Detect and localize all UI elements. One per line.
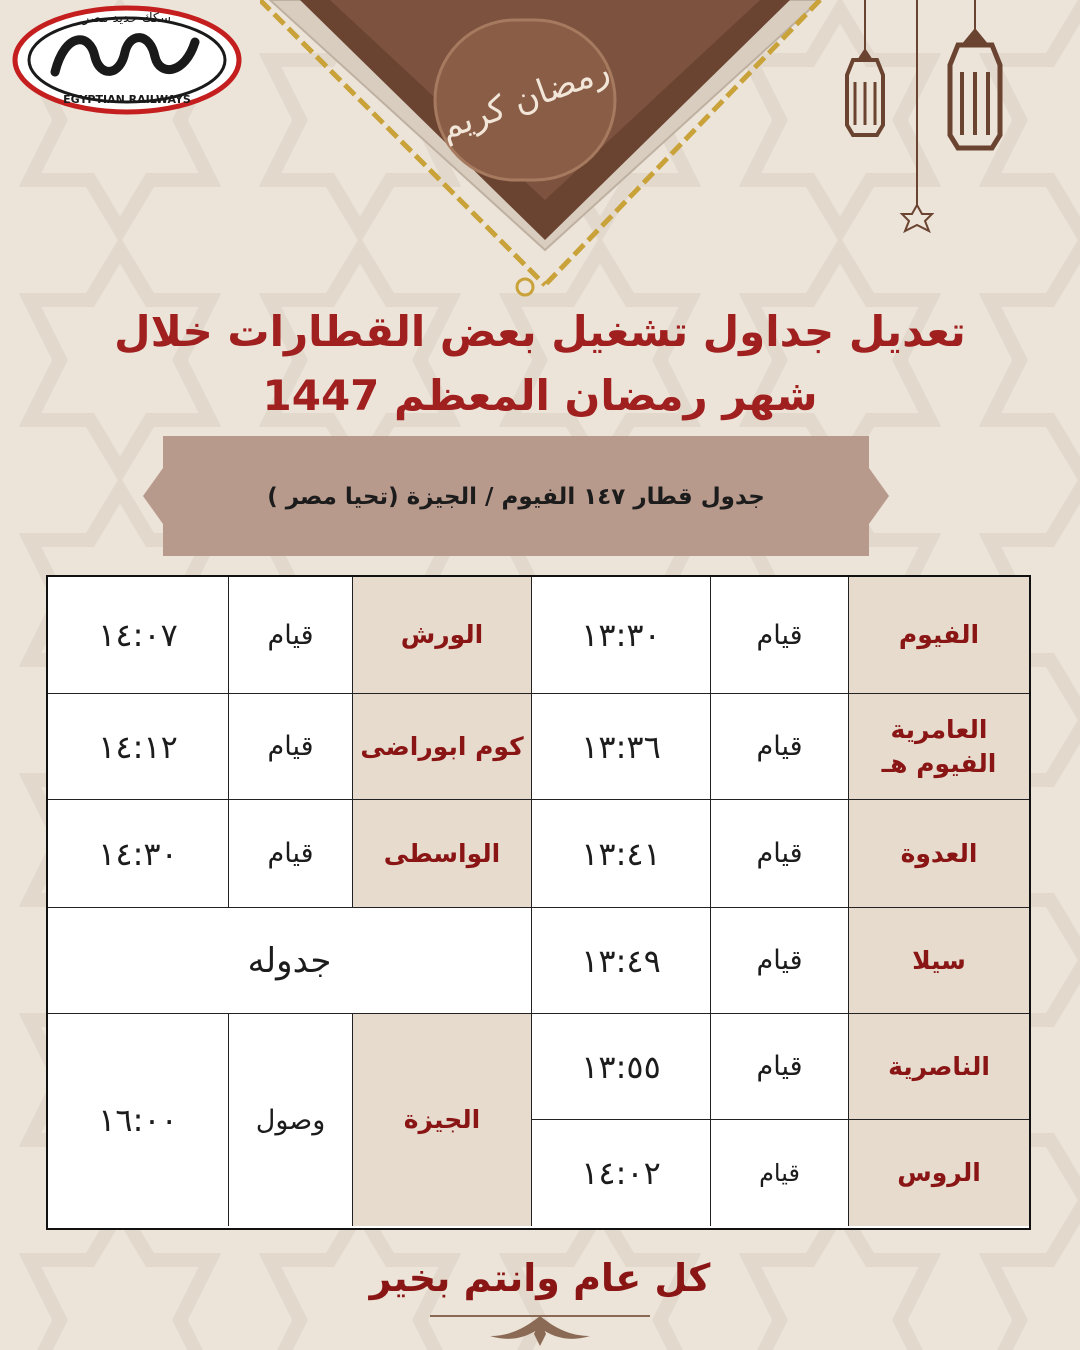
station-cell: العامرية الفيوم هـ	[849, 694, 1029, 800]
station-cell: الناصرية	[849, 1014, 1029, 1120]
bottom-ornament	[430, 1306, 650, 1350]
greeting-text: كل عام وانتم بخير	[369, 1256, 711, 1300]
egyptian-railways-logo	[10, 2, 244, 120]
time-cell: ١٤:٠٢	[532, 1120, 711, 1226]
station-cell: الروس	[849, 1120, 1029, 1226]
station-cell: العدوة	[849, 800, 1029, 908]
action-cell: قيام	[229, 694, 353, 800]
page-title	[90, 300, 990, 428]
station-cell: الفيوم	[849, 577, 1029, 694]
station-cell: الجيزة	[353, 1014, 532, 1226]
title-line-1: تعديل جداول تشغيل بعض القطارات خلال	[114, 307, 966, 356]
station-cell: الواسطى	[353, 800, 532, 908]
ramadan-banner	[260, 0, 830, 300]
action-cell: قيام	[711, 1120, 849, 1226]
time-cell: ١٦:٠٠	[48, 1014, 229, 1226]
action-cell: قيام	[711, 577, 849, 694]
title-line-2: شهر رمضان المعظم 1447	[262, 371, 818, 420]
hanging-lanterns	[835, 0, 1035, 260]
time-cell: ١٣:٤١	[532, 800, 711, 908]
train-subtitle: جدول قطار ١٤٧ الفيوم / الجيزة (تحيا مصر )	[267, 484, 765, 510]
time-cell: ١٣:٤٩	[532, 908, 711, 1014]
action-cell: قيام	[711, 694, 849, 800]
time-cell: ١٤:٠٧	[48, 577, 229, 694]
action-cell: قيام	[711, 908, 849, 1014]
cancelled-cell: جدوله	[48, 908, 532, 1014]
action-cell: قيام	[711, 1014, 849, 1120]
station-cell: كوم ابوراضى	[353, 694, 532, 800]
station-cell: الورش	[353, 577, 532, 694]
time-cell: ١٤:١٢	[48, 694, 229, 800]
schedule-table	[46, 575, 1031, 1230]
action-cell: قيام	[229, 577, 353, 694]
logo-english-text: EGYPTIAN RAILWAYS	[63, 93, 191, 106]
action-cell: قيام	[229, 800, 353, 908]
logo-arabic-text: سكك حديد مصر	[82, 11, 172, 26]
action-cell: وصول	[229, 1014, 353, 1226]
ramadan-calligraphy: رمضان كريم	[434, 49, 615, 149]
action-cell: قيام	[711, 800, 849, 908]
time-cell: ١٣:٣٠	[532, 577, 711, 694]
station-cell: سيلا	[849, 908, 1029, 1014]
time-cell: ١٣:٣٦	[532, 694, 711, 800]
time-cell: ١٣:٥٥	[532, 1014, 711, 1120]
time-cell: ١٤:٣٠	[48, 800, 229, 908]
